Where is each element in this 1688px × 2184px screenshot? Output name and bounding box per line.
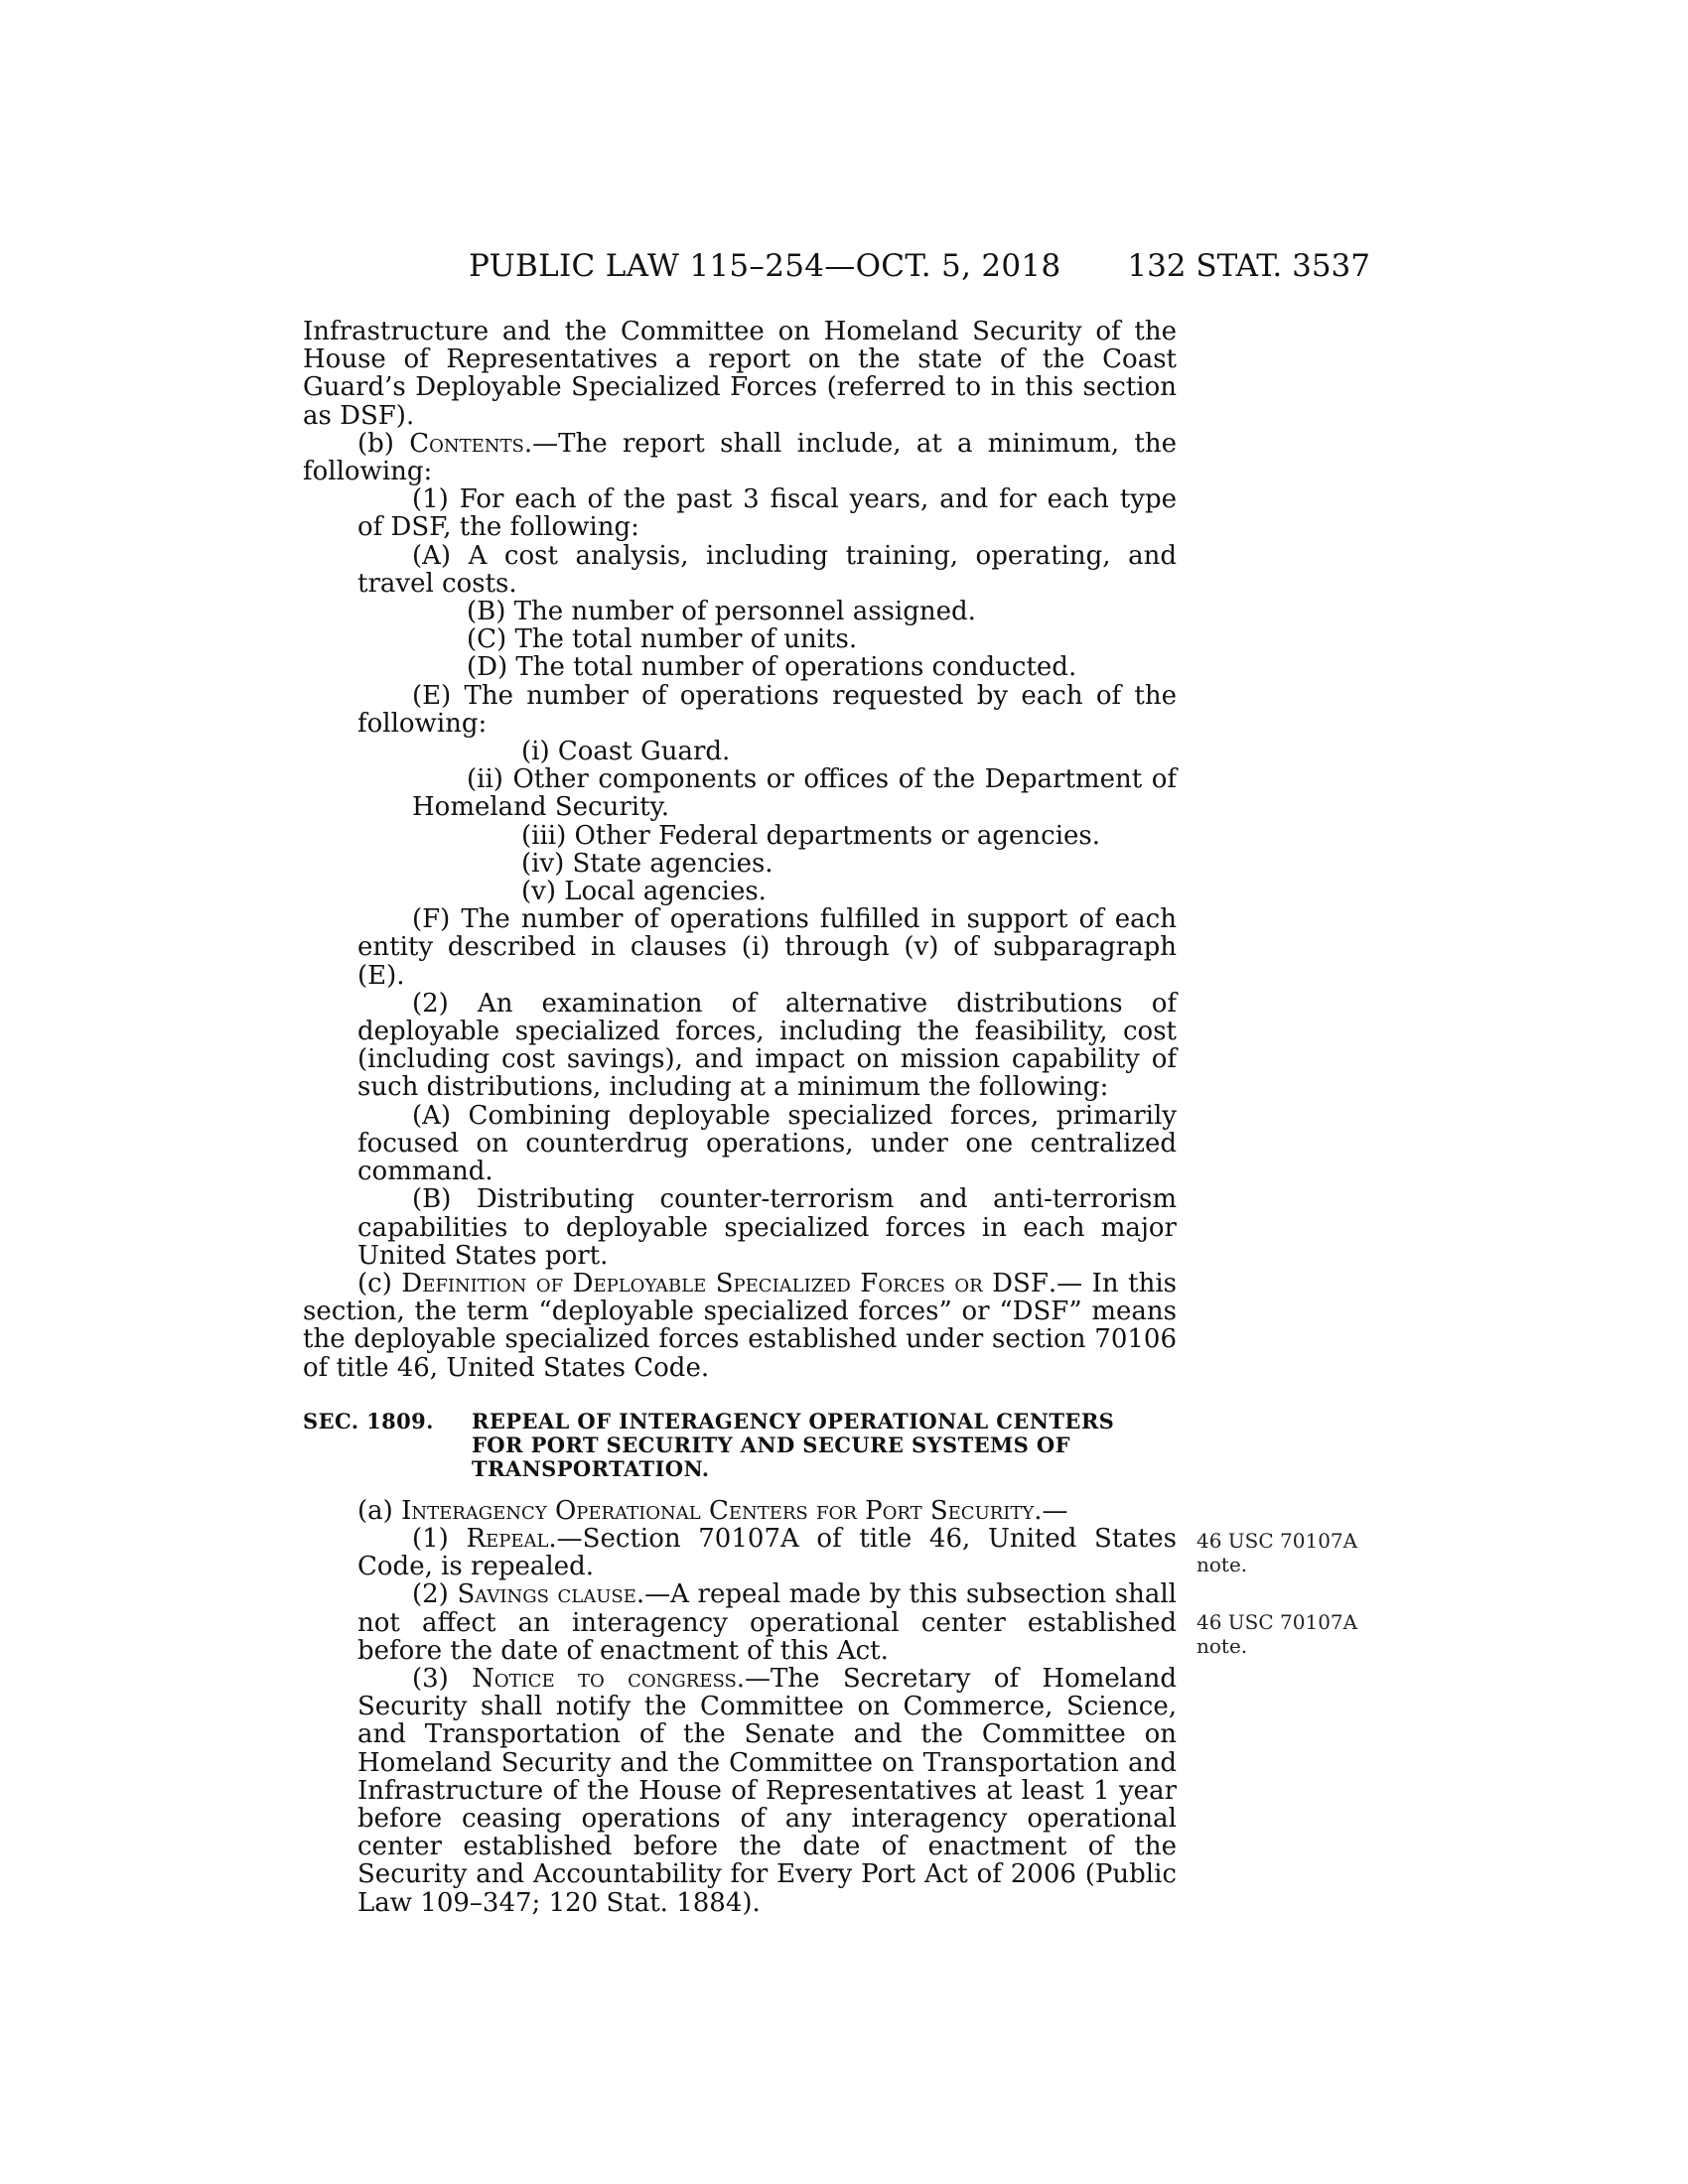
paragraph-1: (1) For each of the past 3 fiscal years, and for each type of DSF, the following: — [357, 484, 1177, 543]
subparagraph-1E: (E) The number of operations requested by each of the following: — [357, 680, 1177, 739]
subsection-a-heading: Interagency Operational Centers for Port Security — [401, 1495, 1035, 1526]
subparagraph-2B: (B) Distributing counter-terrorism and anti-terrorism capabilities to deployable specialized forces in each major United States port. — [357, 1184, 1177, 1271]
document-body — [303, 318, 1177, 1917]
clause-iv: (iv) State agencies. — [521, 848, 774, 879]
section-title: REPEAL OF INTERAGENCY OPERATIONAL CENTERS FOR PORT SECURITY AND SECURE SYSTEMS OF TRANSPORTATION. — [472, 1408, 1115, 1481]
margin-note-2: 46 USC 70107A note. — [1196, 1610, 1358, 1658]
paragraph-a1: (1) Repeal.—Section 70107A of title 46, United States Code, is repealed. — [357, 1523, 1177, 1582]
subsection-b-heading: Contents — [409, 428, 524, 459]
subparagraph-2A: (A) Combining deployable specialized forces, primarily focused on counterdrug operations, under one centralized command. — [357, 1100, 1177, 1187]
page-stat-number: 132 STAT. 3537 — [1127, 248, 1370, 284]
section-heading — [303, 1410, 1177, 1481]
running-head-title: PUBLIC LAW 115–254—OCT. 5, 2018 — [469, 248, 1061, 284]
subparagraph-1B: (B) The number of personnel assigned. — [467, 597, 976, 627]
subsection-c: (c) Definition of Deployable Specialized Forces or DSF.— In this section, the term “deployable specialized forces” or “DSF” means the deployable specialized forces established under section 70106 of title 46, United States Code. — [303, 1268, 1177, 1383]
intro-paragraph: Infrastructure and the Committee on Homeland Security of the House of Representatives a report on the state of the Coast Guard’s Deployable Specialized Forces (referred to in this section as DSF). — [303, 317, 1177, 431]
clause-ii: (ii) Other components or offices of the Department of Homeland Security. — [412, 764, 1177, 823]
subparagraph-1F: (F) The number of operations fulfilled in support of each entity described in clauses (i) through (v) of subparagraph (E). — [357, 904, 1177, 991]
subparagraph-1C: (C) The total number of units. — [467, 624, 858, 655]
subsection-c-heading: Definition of Deployable Specialized Forces or DSF — [401, 1268, 1049, 1298]
paragraph-2: (2) An examination of alternative distributions of deployable specialized forces, including the feasibility, cost (including cost savings), and impact on mission capability of such distributions, including at a minimum the following: — [357, 988, 1177, 1103]
clause-v: (v) Local agencies. — [521, 877, 767, 907]
section-number: SEC. 1809. — [303, 1408, 434, 1433]
subsection-a: (a) Interagency Operational Centers for Port Security.— — [357, 1495, 1068, 1526]
subparagraph-1D: (D) The total number of operations conducted. — [467, 652, 1077, 683]
subsection-b: (b) Contents.—The report shall include, at a minimum, the following: — [303, 428, 1177, 487]
margin-note-1: 46 USC 70107A note. — [1196, 1529, 1358, 1576]
page-header — [0, 248, 1688, 298]
paragraph-a3: (3) Notice to congress.—The Secretary of Homeland Security shall notify the Committee on Commerce, Science, and Transportation of the Senate and the Committee on Homeland Security and the Committee on Transportation and Infrastructure of the House of Representatives at least 1 year before ceasing operations of any interagency operational center established before the date of enactment of the Security and Accountability for Every Port Act of 2006 (Public Law 109–347; 120 Stat. 1884). — [357, 1663, 1177, 1918]
clause-iii: (iii) Other Federal departments or agencies. — [521, 820, 1101, 851]
subparagraph-1A: (A) A cost analysis, including training, operating, and travel costs. — [357, 540, 1177, 599]
paragraph-a2: (2) Savings clause.—A repeal made by this subsection shall not affect an interagency operational center established before the date of enactment of this Act. — [357, 1579, 1177, 1666]
clause-i: (i) Coast Guard. — [521, 737, 731, 767]
